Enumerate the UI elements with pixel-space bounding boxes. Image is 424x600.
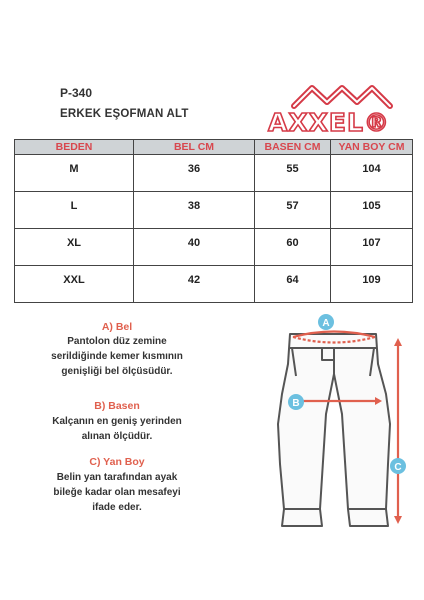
marker-b-label: B bbox=[292, 398, 300, 409]
guide-text-waist bbox=[22, 334, 212, 379]
table-cell: 38 bbox=[134, 192, 255, 229]
guide-text-side-length bbox=[22, 470, 212, 515]
table-cell: XL bbox=[15, 229, 134, 266]
size-table-header-row bbox=[15, 140, 413, 155]
guide-line: genişliği bel ölçüsüdür. bbox=[61, 366, 173, 377]
table-cell: M bbox=[15, 155, 134, 192]
table-row bbox=[15, 266, 413, 303]
table-row bbox=[15, 155, 413, 192]
guide-line: ifade eder. bbox=[92, 502, 142, 513]
guide-line: Pantolon düz zemine bbox=[67, 336, 167, 347]
pants-diagram bbox=[238, 304, 424, 544]
column-header: BEDEN bbox=[15, 140, 134, 155]
table-cell: L bbox=[15, 192, 134, 229]
table-cell: 36 bbox=[134, 155, 255, 192]
table-cell: 60 bbox=[255, 229, 331, 266]
column-header: YAN BOY CM bbox=[331, 140, 413, 155]
side-length-measure-arrow bbox=[394, 338, 402, 524]
marker-a-label: A bbox=[322, 318, 330, 329]
product-name: ERKEK EŞOFMAN ALT bbox=[60, 108, 189, 120]
table-cell: 105 bbox=[331, 192, 413, 229]
guide-title-waist: A) Bel bbox=[101, 321, 133, 333]
table-cell: 104 bbox=[331, 155, 413, 192]
guide-line: Belin yan tarafından ayak bbox=[56, 472, 178, 483]
product-code: P-340 bbox=[60, 86, 93, 100]
guide-line: Kalçanın en geniş yerinden bbox=[52, 416, 182, 427]
table-cell: 109 bbox=[331, 266, 413, 303]
table-cell: 57 bbox=[255, 192, 331, 229]
brand-logo-text: AXXEL® bbox=[268, 108, 390, 137]
table-cell: 42 bbox=[134, 266, 255, 303]
table-cell: XXL bbox=[15, 266, 134, 303]
guide-line: serildiğinde kemer kısmının bbox=[51, 351, 183, 362]
table-cell: 40 bbox=[134, 229, 255, 266]
guide-line: alınan ölçüdür. bbox=[81, 431, 153, 442]
column-header: BEL CM bbox=[134, 140, 255, 155]
table-row bbox=[15, 229, 413, 266]
table-cell: 55 bbox=[255, 155, 331, 192]
pants-outline-icon bbox=[278, 334, 390, 526]
size-table bbox=[14, 139, 413, 303]
guide-title-side-length: C) Yan Boy bbox=[89, 456, 145, 468]
marker-c-label: C bbox=[394, 462, 402, 473]
table-cell: 107 bbox=[331, 229, 413, 266]
table-row bbox=[15, 192, 413, 229]
guide-text-hip bbox=[22, 414, 212, 444]
column-header: BASEN CM bbox=[255, 140, 331, 155]
guide-line: bileğe kadar olan mesafeyi bbox=[53, 487, 181, 498]
table-cell: 64 bbox=[255, 266, 331, 303]
guide-title-hip: B) Basen bbox=[94, 400, 140, 412]
